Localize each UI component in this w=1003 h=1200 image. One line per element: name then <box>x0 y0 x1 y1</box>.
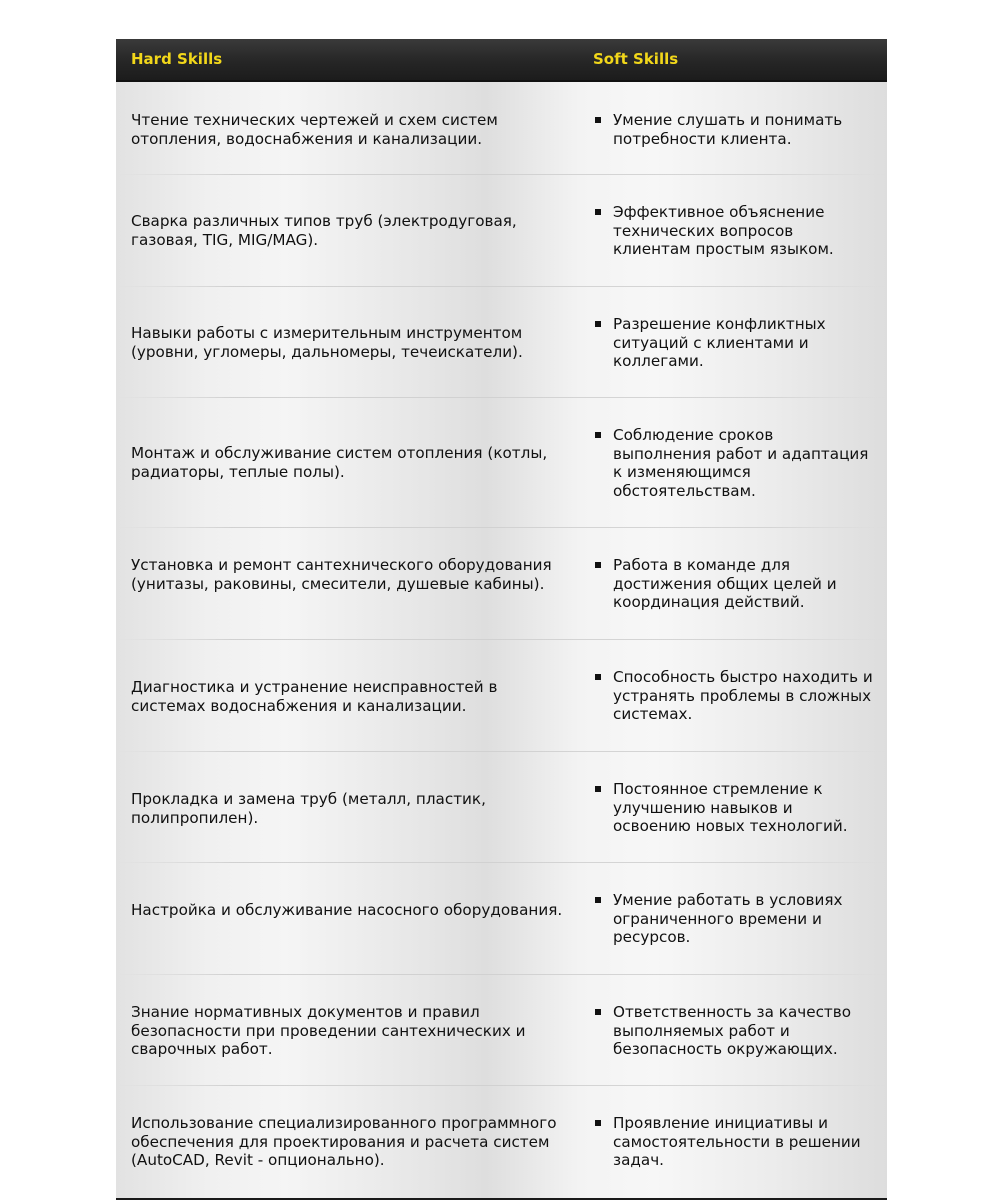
soft-skill-text: Ответственность за качество выполняемых работ и безопасность окружающих. <box>613 1003 852 1058</box>
hard-skill-cell: Чтение технических чертежей и схем систем отопления, водоснабжения и канализации. <box>131 111 498 148</box>
bullet-icon <box>595 897 601 903</box>
bullet-icon <box>595 117 601 123</box>
hard-skill-cell: Диагностика и устранение неисправностей в системах водоснабжения и канализации. <box>131 678 498 715</box>
bullet-icon <box>595 432 601 438</box>
soft-skill-cell <box>593 111 873 148</box>
table-row <box>116 863 887 975</box>
bullet-icon <box>595 674 601 680</box>
soft-skill-cell <box>593 203 873 259</box>
soft-skill-cell <box>593 780 873 836</box>
table-row <box>116 82 887 175</box>
bullet-icon <box>595 786 601 792</box>
table-row <box>116 528 887 640</box>
skills-table <box>116 39 887 1200</box>
table-row <box>116 287 887 398</box>
soft-skill-text: Проявление инициативы и самостоятельности в решении задач. <box>613 1114 861 1169</box>
soft-skill-cell <box>593 891 873 947</box>
soft-skill-text: Способность быстро находить и устранять проблемы в сложных системах. <box>613 668 873 723</box>
table-row <box>116 752 887 863</box>
table-row <box>116 975 887 1086</box>
bullet-icon <box>595 562 601 568</box>
hard-skill-cell: Использование специализированного программного обеспечения для проектирования и расчета систем (AutoCAD, Revit - опционально). <box>131 1114 557 1169</box>
soft-skill-text: Умение работать в условиях ограниченного времени и ресурсов. <box>613 891 843 946</box>
soft-skill-text: Соблюдение сроков выполнения работ и адаптация к изменяющимся обстоятельствам. <box>613 426 869 500</box>
bullet-icon <box>595 321 601 327</box>
header-soft-skills: Soft Skills <box>593 50 679 68</box>
soft-skill-text: Постоянное стремление к улучшению навыков и освоению новых технологий. <box>613 780 848 835</box>
soft-skill-cell <box>593 668 873 724</box>
soft-skill-cell <box>593 556 873 612</box>
table-row <box>116 640 887 752</box>
soft-skill-cell <box>593 315 873 371</box>
hard-skill-cell: Знание нормативных документов и правил безопасности при проведении сантехнических и сварочных работ. <box>131 1003 526 1058</box>
soft-skill-cell <box>593 426 873 500</box>
header-hard-skills: Hard Skills <box>131 50 223 68</box>
table-header <box>116 39 887 82</box>
soft-skill-cell <box>593 1114 873 1170</box>
hard-skill-cell: Настройка и обслуживание насосного оборудования. <box>131 901 563 919</box>
hard-skill-cell: Навыки работы с измерительным инструментом (уровни, угломеры, дальномеры, течеискатели). <box>131 324 523 361</box>
table-row <box>116 175 887 287</box>
hard-skill-cell: Установка и ремонт сантехнического оборудования (унитазы, раковины, смесители, душевые кабины). <box>131 556 552 593</box>
soft-skill-text: Умение слушать и понимать потребности клиента. <box>613 111 843 148</box>
bullet-icon <box>595 209 601 215</box>
table-row <box>116 1086 887 1198</box>
soft-skill-cell <box>593 1003 873 1059</box>
bullet-icon <box>595 1009 601 1015</box>
hard-skill-cell: Сварка различных типов труб (электродуговая, газовая, TIG, MIG/MAG). <box>131 212 517 249</box>
hard-skill-cell: Прокладка и замена труб (металл, пластик, полипропилен). <box>131 790 486 827</box>
soft-skill-text: Разрешение конфликтных ситуаций с клиентами и коллегами. <box>613 315 826 370</box>
soft-skill-text: Эффективное объяснение технических вопросов клиентам простым языком. <box>613 203 834 258</box>
hard-skill-cell: Монтаж и обслуживание систем отопления (котлы, радиаторы, теплые полы). <box>131 444 548 481</box>
bullet-icon <box>595 1120 601 1126</box>
soft-skill-text: Работа в команде для достижения общих целей и координация действий. <box>613 556 837 611</box>
table-row <box>116 398 887 528</box>
